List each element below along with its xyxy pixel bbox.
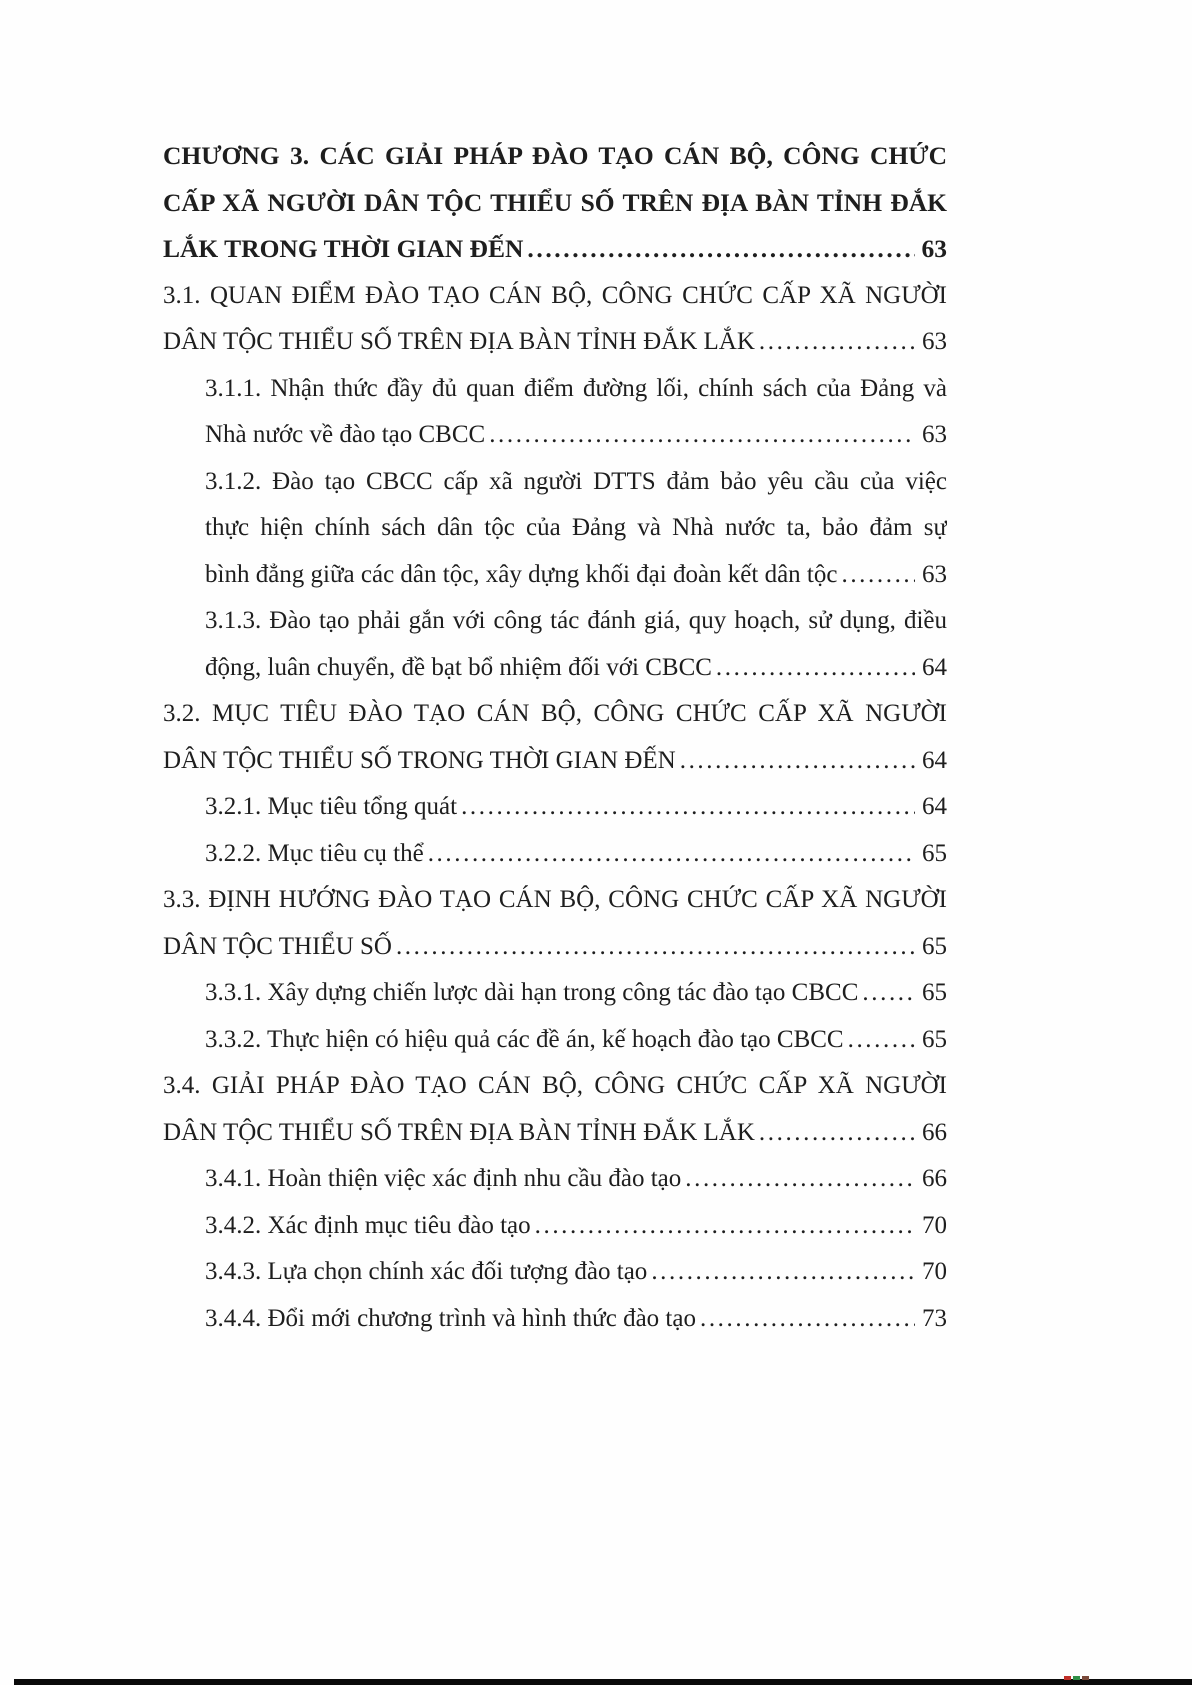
dot-leader [461,784,915,831]
toc-entry-line: 3.4. GIẢI PHÁP ĐÀO TẠO CÁN BỘ, CÔNG CHỨC CẤP XÃ NGƯỜI [163,1072,947,1099]
toc-entry-title: bình đẳng giữa các dân tộc, xây dựng khối đại đoàn kết dân tộc [205,560,838,588]
toc-entry-line: 3.1. QUAN ĐIỂM ĐÀO TẠO CÁN BỘ, CÔNG CHỨC CẤP XÃ NGƯỜI [163,281,947,309]
toc-entry-lastline [205,831,947,878]
toc-entry-sub-3-2-1 [205,784,947,831]
toc-entry-line: 3.2. MỤC TIÊU ĐÀO TẠO CÁN BỘ, CÔNG CHỨC CẤP XÃ NGƯỜI [163,700,947,727]
toc-entry-lastline [205,645,947,692]
toc-entry-sub-3-3-1 [205,970,947,1017]
toc-entry-lastline [163,1110,947,1157]
dot-leader [862,970,915,1017]
toc-entry-sub-3-4-2 [205,1203,947,1250]
toc-entry-title: DÂN TỘC THIỂU SỐ TRÊN ĐỊA BÀN TỈNH ĐẮK LẮK [163,328,755,355]
toc-entry-section-3-4 [163,1063,947,1156]
toc-entry-sub-3-2-2 [205,831,947,878]
toc-entry-section-3-2 [163,691,947,784]
toc-entry-line: CHƯƠNG 3. CÁC GIẢI PHÁP ĐÀO TẠO CÁN BỘ, CÔNG CHỨC [163,141,947,170]
dot-leader [700,1296,915,1343]
toc-page-number: 66 [922,1118,947,1146]
toc-entry-title: 3.4.2. Xác định mục tiêu đào tạo [205,1211,531,1239]
toc-entry-lastline [205,1296,947,1343]
toc-entry-title: 3.4.4. Đổi mới chương trình và hình thức đào tạo [205,1304,696,1332]
toc-entry-section-3-3 [163,877,947,970]
toc-entry-section-3-1 [163,273,947,366]
toc-entry-title: 3.4.1. Hoàn thiện việc xác định nhu cầu đào tạo [205,1165,682,1192]
toc-entry-lastline [205,784,947,831]
toc-page-number: 66 [922,1165,947,1192]
toc-entry-title: 3.3.2. Thực hiện có hiệu quả các đề án, kế hoạch đào tạo CBCC [205,1025,844,1053]
dot-leader [489,412,915,459]
toc-entry-lastline [205,1156,947,1203]
toc-entry-title: động, luân chuyển, đề bạt bổ nhiệm đối với CBCC [205,653,712,681]
dot-leader [396,924,915,971]
toc-page-number: 64 [922,653,947,681]
dot-leader [759,319,915,366]
toc-entry-lastline [205,970,947,1017]
toc-entry-line: thực hiện chính sách dân tộc của Đảng và Nhà nước ta, bảo đảm sự [205,514,947,541]
toc-entry-title: 3.4.3. Lựa chọn chính xác đối tượng đào tạo [205,1258,648,1285]
toc-entry-title: DÂN TỘC THIỂU SỐ TRÊN ĐỊA BÀN TỈNH ĐẮK LẮK [163,1118,755,1146]
toc-page-number: 70 [922,1211,947,1239]
toc-entry-lastline [163,924,947,971]
toc-page-number: 63 [922,560,947,588]
toc-entry-title: 3.3.1. Xây dựng chiến lược dài hạn trong công tác đào tạo CBCC [205,979,859,1006]
dot-leader [841,552,915,599]
scan-artifact-speck [1064,1676,1071,1680]
toc [163,133,947,1342]
toc-entry-title: DÂN TỘC THIỂU SỐ TRONG THỜI GIAN ĐẾN [163,746,676,774]
toc-entry-title: 3.2.1. Mục tiêu tổng quát [205,793,458,820]
toc-entry-sub-3-3-2 [205,1017,947,1064]
toc-page-number: 65 [922,839,947,867]
toc-entry-sub-3-4-3 [205,1249,947,1296]
toc-page-number: 63 [921,234,947,263]
dot-leader [685,1156,915,1203]
toc-entry-lastline [205,1017,947,1064]
toc-entry-sub-3-1-1 [205,366,947,459]
toc-page-number: 64 [922,746,947,774]
toc-page-number: 64 [922,793,947,820]
toc-entry-title: 3.2.2. Mục tiêu cụ thể [205,839,424,867]
toc-entry-sub-3-1-2 [205,459,947,599]
toc-page-number: 65 [922,979,947,1006]
toc-entry-title: Nhà nước về đào tạo CBCC [205,421,486,448]
toc-entry-lastline [205,552,947,599]
toc-page-number: 63 [922,421,947,448]
toc-entry-line: 3.1.1. Nhận thức đầy đủ quan điểm đường lối, chính sách của Đảng và [205,374,947,402]
toc-entry-lastline [163,226,947,273]
scan-edge-bar [14,1679,1192,1685]
toc-page-number: 65 [922,1025,947,1053]
scan-artifact-speck [1082,1676,1089,1680]
toc-entry-lastline [205,412,947,459]
toc-entry-lastline [163,319,947,366]
toc-entry-lastline [205,1203,947,1250]
toc-entry-lastline [163,738,947,785]
toc-entry-line: 3.1.3. Đào tạo phải gắn với công tác đánh giá, quy hoạch, sử dụng, điều [205,607,947,634]
dot-leader [527,226,914,273]
scan-artifact-speck [1073,1676,1080,1680]
toc-page-number: 70 [922,1258,947,1285]
toc-page-number: 63 [922,328,947,355]
toc-entry-title: DÂN TỘC THIỂU SỐ [163,932,392,960]
toc-entry-lastline [205,1249,947,1296]
dot-leader [651,1249,915,1296]
toc-entry-sub-3-1-3 [205,598,947,691]
dot-leader [716,645,915,692]
dot-leader [535,1203,915,1250]
toc-entry-chapter-3 [163,133,947,273]
dot-leader [848,1017,915,1064]
toc-page-number: 73 [922,1304,947,1332]
toc-entry-line: CẤP XÃ NGƯỜI DÂN TỘC THIỂU SỐ TRÊN ĐỊA BÀN TỈNH ĐẮK [163,187,947,217]
toc-entry-line: 3.1.2. Đào tạo CBCC cấp xã người DTTS đảm bảo yêu cầu của việc [205,467,947,495]
dot-leader [759,1110,915,1157]
dot-leader [680,738,915,785]
toc-entry-sub-3-4-1 [205,1156,947,1203]
toc-entry-sub-3-4-4 [205,1296,947,1343]
toc-entry-title: LẮK TRONG THỜI GIAN ĐẾN [163,234,524,263]
toc-entry-line: 3.3. ĐỊNH HƯỚNG ĐÀO TẠO CÁN BỘ, CÔNG CHỨC CẤP XÃ NGƯỜI [163,886,947,913]
toc-page-number: 65 [922,932,947,960]
dot-leader [428,831,915,878]
